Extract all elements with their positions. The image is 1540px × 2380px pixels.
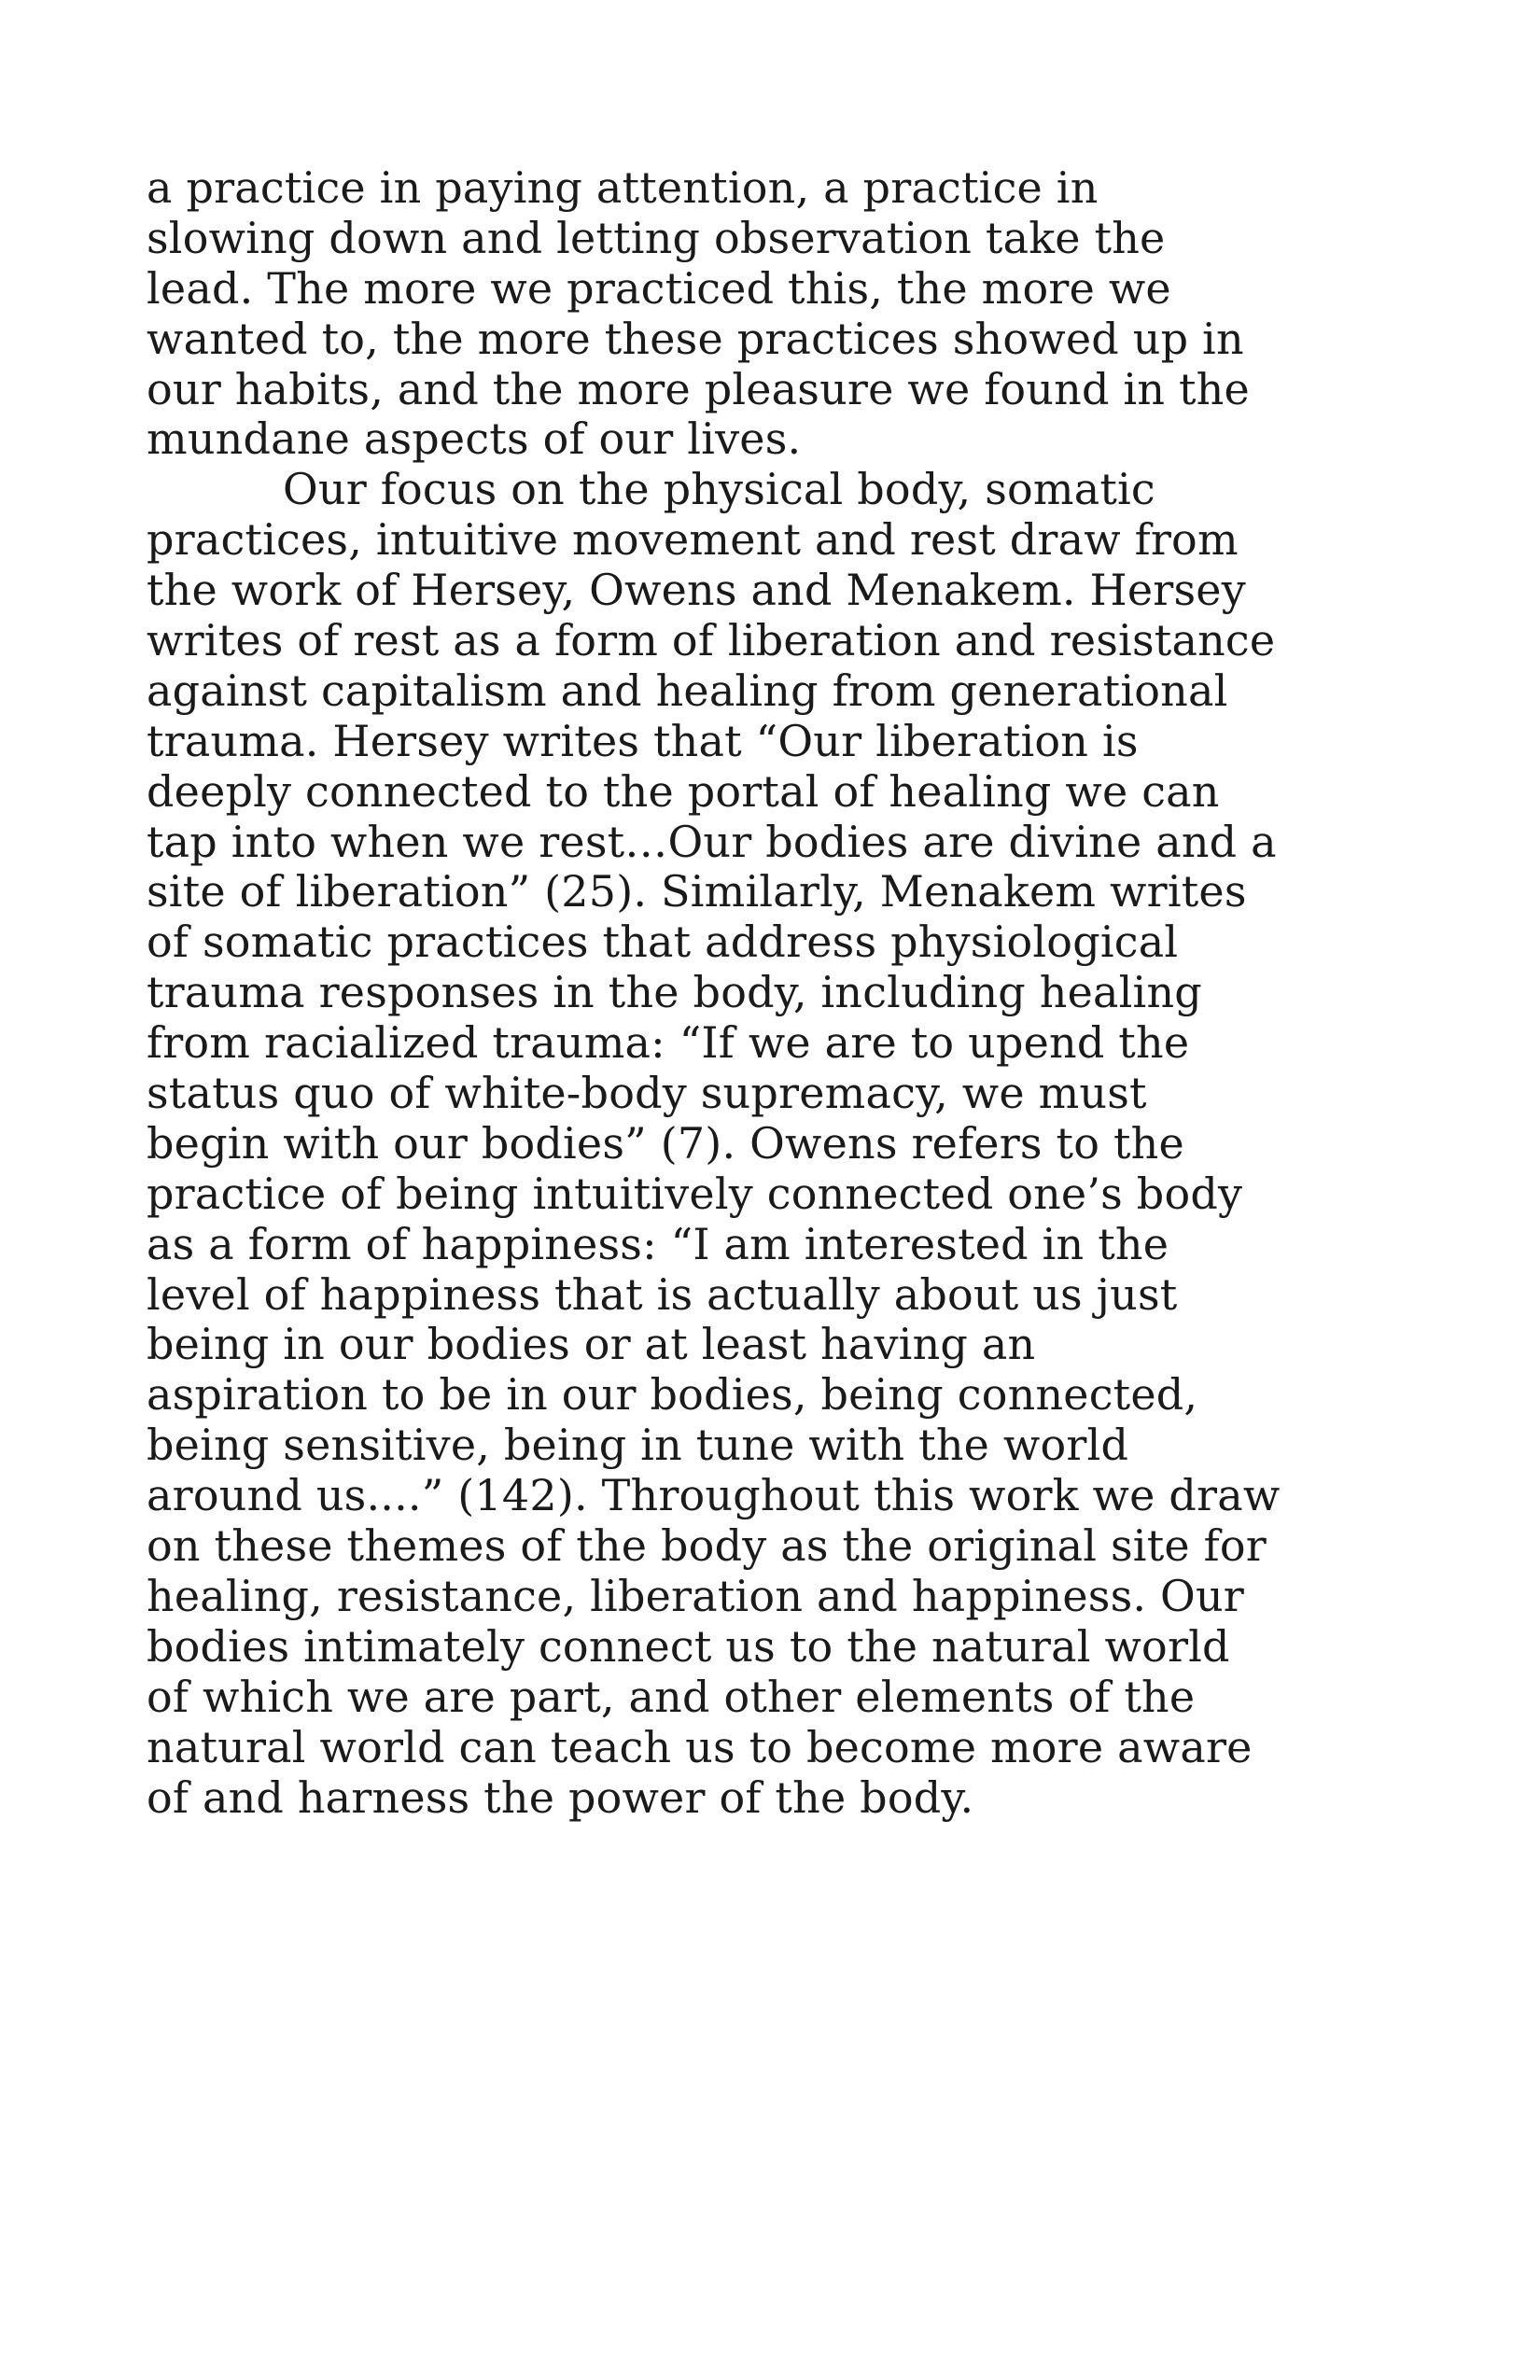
text-line: trauma. Hersey writes that “Our liberation is (147, 715, 1139, 766)
text-line: bodies intimately connect us to the natural world (147, 1620, 1230, 1672)
text-line: lead. The more we practiced this, the more we (147, 262, 1171, 314)
text-line: around us....” (142). Throughout this work we draw (147, 1470, 1281, 1521)
text-line: a practice in paying attention, a practice in (147, 162, 1099, 213)
text-line: site of liberation” (25). Similarly, Menakem writes (147, 866, 1247, 917)
paragraph-start-line: Our focus on the physical body, somatic (283, 464, 1155, 515)
text-line: as a form of happiness: “I am interested in the (147, 1218, 1169, 1269)
text-line: practices, intuitive movement and rest draw from (147, 514, 1239, 566)
text-line: from racialized trauma: “If we are to upend the (147, 1017, 1190, 1069)
text-line: being sensitive, being in tune with the world (147, 1420, 1129, 1471)
text-line: practice of being intuitively connected one’s body (147, 1168, 1243, 1219)
text-line: level of happiness that is actually about us just (147, 1268, 1178, 1320)
text-line: trauma responses in the body, including healing (147, 967, 1202, 1018)
body-text (147, 163, 1397, 1823)
text-line: of and harness the power of the body. (147, 1771, 974, 1823)
text-line: healing, resistance, liberation and happiness. Our (147, 1570, 1244, 1621)
text-line: of somatic practices that address physiological (147, 917, 1179, 968)
text-line: begin with our bodies” (7). Owens refers to the (147, 1117, 1184, 1169)
text-line: status quo of white-body supremacy, we must (147, 1068, 1147, 1119)
text-line: mundane aspects of our lives. (147, 413, 802, 465)
text-line: writes of rest as a form of liberation and resistance (147, 615, 1276, 666)
text-line: on these themes of the body as the original site for (147, 1520, 1267, 1572)
text-line: the work of Hersey, Owens and Menakem. Hersey (147, 565, 1246, 616)
text-line: being in our bodies or at least having an (147, 1319, 1036, 1370)
text-line: against capitalism and healing from generational (147, 665, 1228, 716)
text-line: tap into when we rest…Our bodies are divine and a (147, 816, 1277, 867)
text-line: natural world can teach us to become more aware (147, 1721, 1253, 1772)
text-line: of which we are part, and other elements of the (147, 1671, 1196, 1722)
text-line: wanted to, the more these practices showed up in (147, 313, 1244, 364)
text-line: deeply connected to the portal of healing we can (147, 765, 1220, 817)
text-line: slowing down and letting observation take the (147, 212, 1166, 263)
text-line: our habits, and the more pleasure we found in the (147, 363, 1250, 414)
text-line: aspiration to be in our bodies, being connected, (147, 1369, 1198, 1421)
